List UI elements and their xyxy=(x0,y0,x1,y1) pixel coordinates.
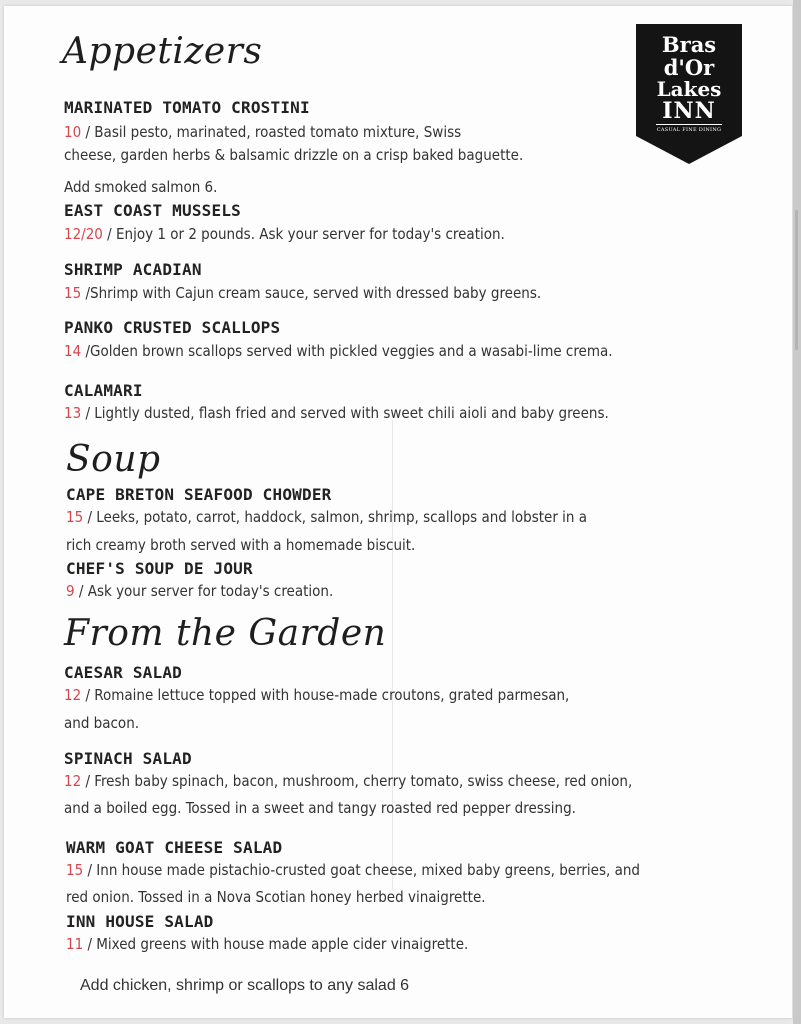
item-description: 13 / Lightly dusted, flash fried and served with sweet chili aioli and baby greens. xyxy=(64,404,609,422)
item-price: 15 xyxy=(66,508,84,526)
item-price: 12 xyxy=(64,686,82,704)
item-description: 12/20 / Enjoy 1 or 2 pounds. Ask your server for today's creation. xyxy=(64,225,505,243)
item-price: 9 xyxy=(66,582,75,600)
inn-logo xyxy=(636,24,742,164)
item-description: 12 / Fresh baby spinach, bacon, mushroom, cherry tomato, swiss cheese, red onion, xyxy=(64,772,633,790)
item-description-line: rich creamy broth served with a homemade biscuit. xyxy=(66,536,416,554)
item-name: CAPE BRETON SEAFOOD CHOWDER xyxy=(66,485,332,504)
scrollbar-thumb[interactable] xyxy=(795,210,798,350)
item-description: 10 / Basil pesto, marinated, roasted tomato mixture, Swiss xyxy=(64,123,462,141)
item-name: CALAMARI xyxy=(64,381,143,400)
scrollbar[interactable] xyxy=(793,0,801,1024)
section-title-appetizers: Appetizers xyxy=(62,31,263,72)
item-price: 14 xyxy=(64,342,82,360)
item-description-line: cheese, garden herbs & balsamic drizzle on a crisp baked baguette. xyxy=(64,146,524,164)
page-fold-line xyxy=(392,420,393,890)
item-price: 15 xyxy=(66,861,84,879)
item-description-line: and a boiled egg. Tossed in a sweet and tangy roasted red pepper dressing. xyxy=(64,799,576,817)
section-title-soup: Soup xyxy=(66,439,161,480)
item-name: MARINATED TOMATO CROSTINI xyxy=(64,98,310,117)
section-title-garden: From the Garden xyxy=(64,613,387,654)
logo-line-2: d'Or xyxy=(663,55,715,80)
item-description: 15 / Inn house made pistachio-crusted goat cheese, mixed baby greens, berries, and xyxy=(66,861,640,879)
item-price: 12/20 xyxy=(64,225,103,243)
item-description: 11 / Mixed greens with house made apple cider vinaigrette. xyxy=(66,935,469,953)
item-description-line: Add smoked salmon 6. xyxy=(64,178,218,196)
item-description: 9 / Ask your server for today's creation. xyxy=(66,582,334,600)
item-description: 12 / Romaine lettuce topped with house-made croutons, grated parmesan, xyxy=(64,686,570,704)
logo-divider xyxy=(656,124,722,125)
item-description: 14 /Golden brown scallops served with pickled veggies and a wasabi-lime crema. xyxy=(64,342,613,360)
item-name: INN HOUSE SALAD xyxy=(66,912,214,931)
logo-line-3: Lakes xyxy=(656,77,722,101)
item-name: SPINACH SALAD xyxy=(64,749,192,768)
item-description-line: red onion. Tossed in a Nova Scotian honey herbed vinaigrette. xyxy=(66,888,486,906)
item-description: 15 / Leeks, potato, carrot, haddock, salmon, shrimp, scallops and lobster in a xyxy=(66,508,588,526)
item-price: 12 xyxy=(64,772,82,790)
item-name: PANKO CRUSTED SCALLOPS xyxy=(64,318,281,337)
logo-line-4: INN xyxy=(662,98,716,124)
item-name: CHEF'S SOUP DE JOUR xyxy=(66,559,253,578)
salad-addon-note: Add chicken, shrimp or scallops to any salad 6 xyxy=(80,977,410,994)
item-price: 15 xyxy=(64,284,82,302)
item-name: EAST COAST MUSSELS xyxy=(64,201,241,220)
item-name: SHRIMP ACADIAN xyxy=(64,260,202,279)
item-name: CAESAR SALAD xyxy=(64,663,182,682)
item-price: 11 xyxy=(66,935,84,953)
item-description: 15 /Shrimp with Cajun cream sauce, served with dressed baby greens. xyxy=(64,284,542,302)
item-price: 10 xyxy=(64,123,82,141)
logo-tagline: CASUAL FINE DINING xyxy=(656,127,722,133)
item-name: WARM GOAT CHEESE SALAD xyxy=(66,838,283,857)
item-description-line: and bacon. xyxy=(64,714,140,732)
logo-line-1: Bras xyxy=(661,32,717,57)
item-price: 13 xyxy=(64,404,82,422)
